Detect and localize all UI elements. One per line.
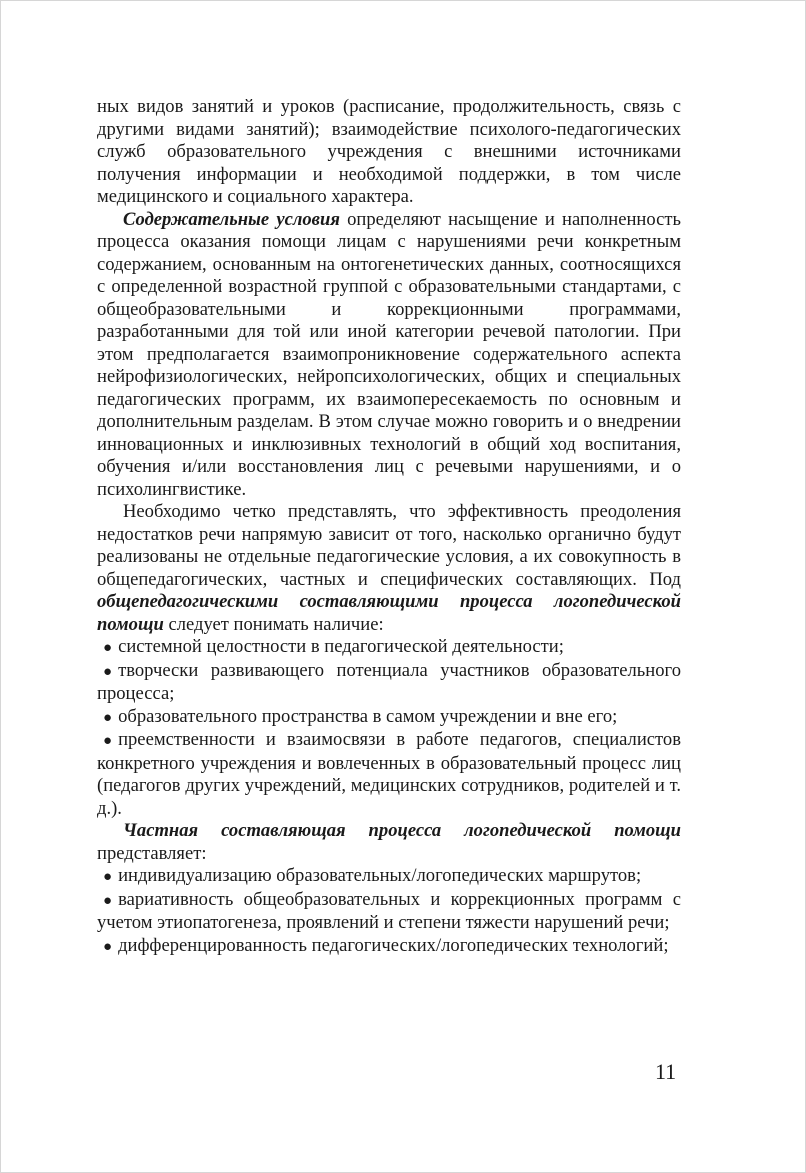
paragraph-private-component xyxy=(97,820,681,865)
list-item xyxy=(97,660,681,706)
term-general-pedagogical-components: общепедагогическими составляющими процесса логопедической помощи xyxy=(97,591,681,635)
list-item-text: преемственности и взаимосвязи в работе педагогов, специалистов конкретного учреждения и вовлеченных в образовательный процесс лиц (педагогов других учреждений, медицинских сотрудников, родителей и т. д.). xyxy=(97,729,681,819)
page-number: 11 xyxy=(655,1059,677,1084)
bullet-icon: ● xyxy=(103,869,113,885)
bullet-icon: ● xyxy=(103,733,113,749)
list-item xyxy=(97,729,681,820)
paragraph-general-pedagogical-tail: следует понимать наличие: xyxy=(163,613,384,635)
bullet-icon: ● xyxy=(103,640,113,656)
paragraph-general-pedagogical xyxy=(97,501,681,636)
bullet-icon: ● xyxy=(103,892,113,909)
term-private-component: Частная составляющая процесса логопедической помощи xyxy=(123,820,681,841)
bullet-icon: ● xyxy=(103,938,113,955)
bullet-icon: ● xyxy=(103,709,113,726)
list-item-text: творчески развивающего потенциала участников образовательного процесса; xyxy=(97,659,681,704)
list-item-text: системной целостности в педагогической деятельности; xyxy=(118,636,564,657)
body-text xyxy=(97,96,681,958)
bullet-icon: ● xyxy=(103,663,113,680)
list-item-text: вариативность общеобразовательных и коррекционных программ с учетом этиопатогенеза, проявлений и степени тяжести нарушений речи; xyxy=(97,888,681,933)
paragraph-private-component-text: представляет: xyxy=(97,842,207,864)
paragraph-content-conditions xyxy=(97,209,681,502)
list-item-text: дифференцированность педагогических/логопедических технологий; xyxy=(118,934,669,956)
paragraph-general-pedagogical-lead: Необходимо четко представлять, что эффективность преодоления недостатков речи напрямую зависит от того, насколько органично будут реализованы не отдельные педагогические условия, а их совокупность в общепедагогических, частных и специфических составляющих. Под xyxy=(97,501,681,590)
list-item-text: образовательного пространства в самом учреждении и вне его; xyxy=(118,705,618,727)
list-item xyxy=(97,706,681,730)
list-item xyxy=(97,935,681,959)
list-item xyxy=(97,865,681,889)
term-content-conditions: Содержательные условия xyxy=(123,208,340,230)
paragraph-continuation: ных видов занятий и уроков (расписание, продолжительность, связь с другими видами занятий); взаимодействие психолого-педагогических служб образовательного учреждения с внешними источниками получения информации и необходимой поддержки, в том числе медицинского и социального характера. xyxy=(97,96,681,207)
paragraph-content-conditions-text: определяют насыщение и наполненность процесса оказания помощи лицам с нарушениями речи конкретным содержанием, основанным на онтогенетических данных, соотносящихся с определенной возрастной группой с образовательными стандартами, с общеобразовательными и коррекционными программами, разработанными для той или иной категории речевой патологии. При этом предполагается взаимопроникновение содержательного аспекта нейрофизиологических, нейропсихологических, общих и специальных педагогических программ, их взаимопересекаемость по основным и дополнительным разделам. В этом случае можно говорить и о внедрении инновационных и инклюзивных технологий в общий ход воспитания, обучения и/или восстановления лиц с речевыми нарушениями, и о психолингвистике. xyxy=(97,208,682,500)
list-item xyxy=(97,636,681,660)
list-item-text: индивидуализацию образовательных/логопедических маршрутов; xyxy=(118,865,642,886)
list-item xyxy=(97,889,681,935)
